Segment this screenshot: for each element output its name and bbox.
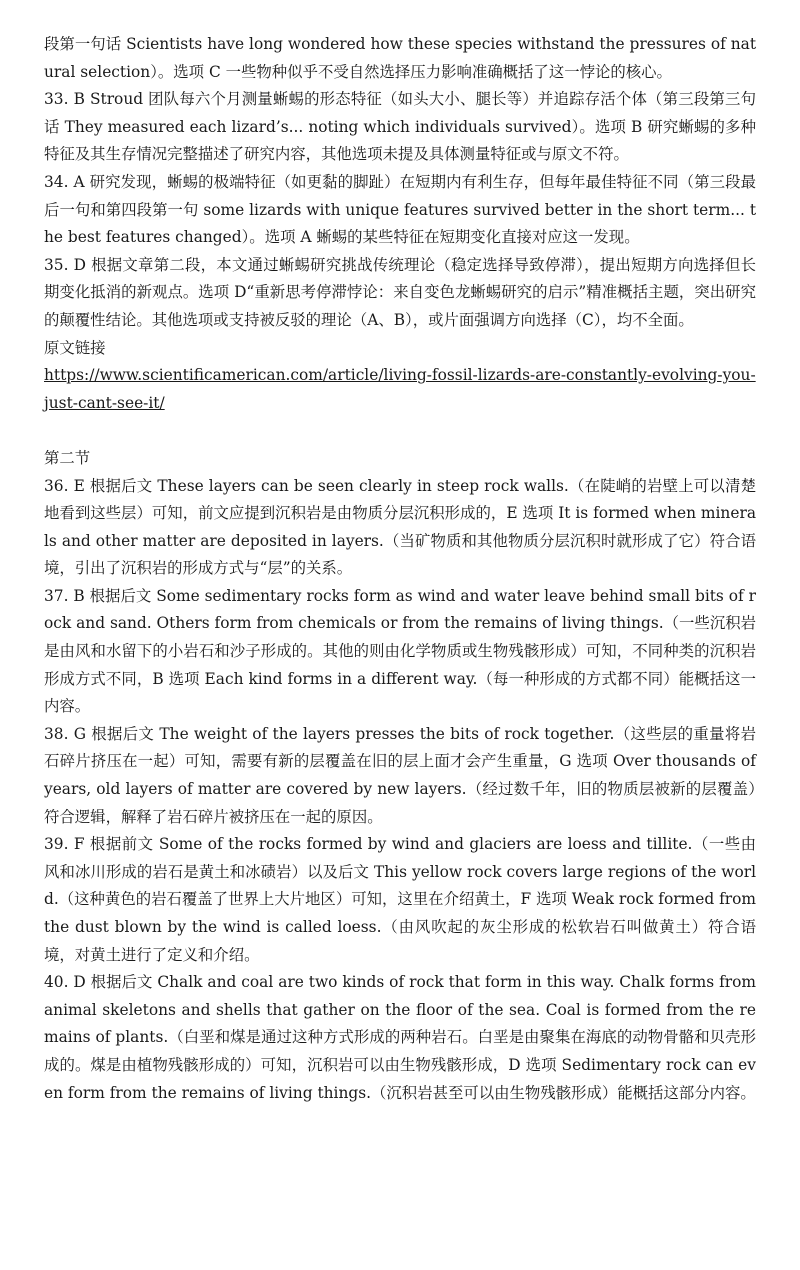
- source-link[interactable]: https://www.scientificamerican.com/article/living-fossil-lizards-are-constantly-evolving-you-just-cant-see-it/: [44, 366, 756, 412]
- answer-explanation-34: 34. A 研究发现，蜥蜴的极端特征（如更黏的脚趾）在短期内有利生存，但每年最佳特征不同（第三段最后一句和第四段第一句 some lizards with unique features survived better in the short term... the best features changed）。选项 A 蜥蜴的某些特征在短期变化直接对应这一发现。: [44, 172, 756, 247]
- source-link-label: 原文链接: [44, 338, 106, 357]
- answer-explanation-37: 37. B 根据后文 Some sedimentary rocks form as wind and water leave behind small bits of rock and sand. Others form from chemicals or from the remains of living things.（一些沉积岩是由风和水留下的小岩石和沙子形成的。其他的则由化学物质或生物残骸形成）可知，不同种类的沉积岩形成方式不同，B 选项 Each kind forms in a different way.（每一种形成的方式都不同）能概括这一内容。: [44, 586, 756, 716]
- answer-explanation-33: 33. B Stroud 团队每六个月测量蜥蜴的形态特征（如头大小、腿长等）并追踪存活个体（第三段第三句话 They measured each lizard’s... noting which individuals survived）。选项 B 研究蜥蜴的多种特征及其生存情况完整描述了研究内容，其他选项未提及具体测量特征或与原文不符。: [44, 90, 756, 164]
- section-heading: 第二节: [44, 448, 91, 467]
- answer-explanation-39: 39. F 根据前文 Some of the rocks formed by wind and glaciers are loess and tillite.（一些由风和冰川形成的岩石是黄土和冰碛岩）以及后文 This yellow rock covers large regions of the world.（这种黄色的岩石覆盖了世界上大片地区）可知，这里在介绍黄土，F 选项 Weak rock formed from the dust blown by the wind is called loess.（由风吹起的灰尘形成的松软岩石叫做黄土）符合语境，对黄土进行了定义和介绍。: [44, 835, 756, 964]
- section-spacer: [44, 417, 756, 445]
- answer-explanation-38: 38. G 根据后文 The weight of the layers presses the bits of rock together.（这些层的重量将岩石碎片挤压在一起）可知，需要有新的层覆盖在旧的层上面才会产生重量，G 选项 Over thousands of years, old layers of matter are covered by new layers.（经过数千年，旧的物质层被新的层覆盖）符合逻辑，解释了岩石碎片被挤压在一起的原因。: [44, 724, 756, 826]
- answer-explanation-36: 36. E 根据后文 These layers can be seen clearly in steep rock walls.（在陡峭的岩壁上可以清楚地看到这些层）可知，前文应提到沉积岩是由物质分层沉积形成的，E 选项 It is formed when minerals and other matter are deposited in layers.（当矿物质和其他物质分层沉积时就形成了它）符合语境，引出了沉积岩的形成方式与“层”的关系。: [44, 476, 756, 578]
- answer-explanation-40: 40. D 根据后文 Chalk and coal are two kinds of rock that form in this way. Chalk forms from animal skeletons and shells that gather on the floor of the sea. Coal is formed from the remains of plants.（白垩和煤是通过这种方式形成的两种岩石。白垩是由聚集在海底的动物骨骼和贝壳形成的。煤是由植物残骸形成的）可知，沉积岩可以由生物残骸形成，D 选项 Sedimentary rock can even form from the remains of living things.（沉积岩甚至可以由生物残骸形成）能概括这部分内容。: [44, 973, 756, 1102]
- answer-explanation-32-continued: 段第一句话 Scientists have long wondered how these species withstand the pressures of natural selection）。选项 C 一些物种似乎不受自然选择压力影响准确概括了这一悖论的核心。: [44, 35, 756, 81]
- answer-explanation-35: 35. D 根据文章第二段，本文通过蜥蜴研究挑战传统理论（稳定选择导致停滞），提出短期方向选择但长期变化抵消的新观点。选项 D“重新思考停滞悖论：来自变色龙蜥蜴研究的启示”精准概括主题，突出研究的颠覆性结论。其他选项或支持被反驳的理论（A、B），或片面强调方向选择（C），均不全面。: [44, 255, 756, 329]
- document-page: [44, 31, 756, 1107]
